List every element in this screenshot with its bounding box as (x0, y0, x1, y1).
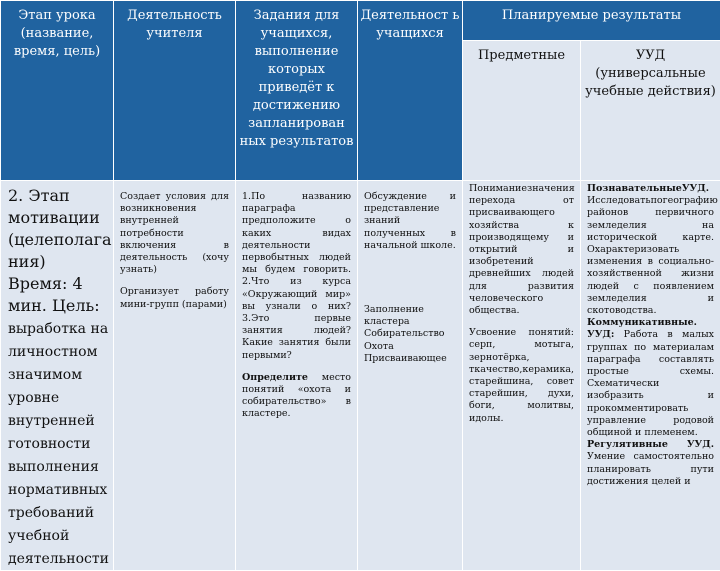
uud-regulative-text: Умение самостоятельно планировать пути достижения целей и (587, 451, 714, 486)
header-planned-results: Планируемые результаты (463, 1, 720, 41)
tasks-bold-verb: Определите (242, 372, 308, 383)
uud-cognitive-title: ПознавательныеУУД. (587, 183, 709, 194)
subject-results-cell (463, 181, 581, 571)
uud-cognitive-text: Исследоватьпогеографию районов первичного земледелия на исторической карте. Охарактеризовать изменения в социально-хозяйственной жизни людей с появлением земледелия и скотоводства. (587, 195, 718, 316)
students-text-2: Заполнение кластера Собирательство Охота Присваивающее (364, 304, 456, 365)
uud-communicative (587, 317, 714, 439)
stage-goal: выработка на личностном значимом уровне внутренней готовности выполнения нормативных требований учебной деятельности (8, 321, 109, 567)
stage-cell (1, 181, 114, 571)
header-subject-results: Предметные (463, 41, 581, 181)
uud-communicative-title: Коммуникативные. УУД: (587, 317, 697, 340)
header-teacher: Деятельность учителя (114, 1, 236, 181)
uud-cell (581, 181, 720, 571)
tasks-text-2-rest: место понятий «охота и собирательство» в кластере. (242, 372, 351, 420)
teacher-cell (114, 181, 236, 571)
uud-regulative-title: Регулятивные УУД. (587, 439, 714, 450)
subject-text-1: Пониманиезначения перехода от присваивающего хозяйства к производящему и открытий и изобретений древнейших людей для развития человеческого общества. (469, 183, 574, 317)
header-stage: Этап урока (название, время, цель) (1, 1, 114, 181)
uud-communicative-text: Работа в малых группах по материалам параграфа составлять простые схемы. Схематически изобразить и прокомментировать управление родовой общиной и племенем. (587, 329, 714, 438)
header-tasks: Задания для учащихся, выполнение которых приведёт к достижению запланирован ных результатов (236, 1, 358, 181)
tasks-text-1: 1.По названию параграфа предположите о каких видах деятельности первобытных людей мы будем говорить. 2.Что из курса «Окружающий мир» вы узнали о них? 3.Это первые занятия людей? Какие занятия были первыми? (242, 191, 351, 362)
teacher-text-2: Организует работу мини-групп (парами) (120, 286, 229, 310)
uud-regulative (587, 439, 714, 488)
tasks-text-2 (242, 372, 351, 421)
students-text-1: Обсуждение и представление знаний полученных в начальной школе. (364, 191, 456, 252)
stage-title: 2. Этап мотивации (целеполага ния) Время: 4 мин. Цель: (8, 186, 112, 315)
subject-text-2: Усвоение понятий: серп, мотыга, зернотёрка, ткачество,керамика, старейшина, совет старейшин, духи, боги, молитвы, идолы. (469, 327, 574, 425)
teacher-text-1: Создает условия для возникновения внутренней потребности включения в деятельность (хочу узнать) (120, 191, 229, 276)
students-cell (358, 181, 463, 571)
header-students: Деятельност ь учащихся (358, 1, 463, 181)
tasks-cell (236, 181, 358, 571)
uud-cognitive (587, 183, 714, 317)
header-uud: УУД (универсальные учебные действия) (581, 41, 720, 181)
